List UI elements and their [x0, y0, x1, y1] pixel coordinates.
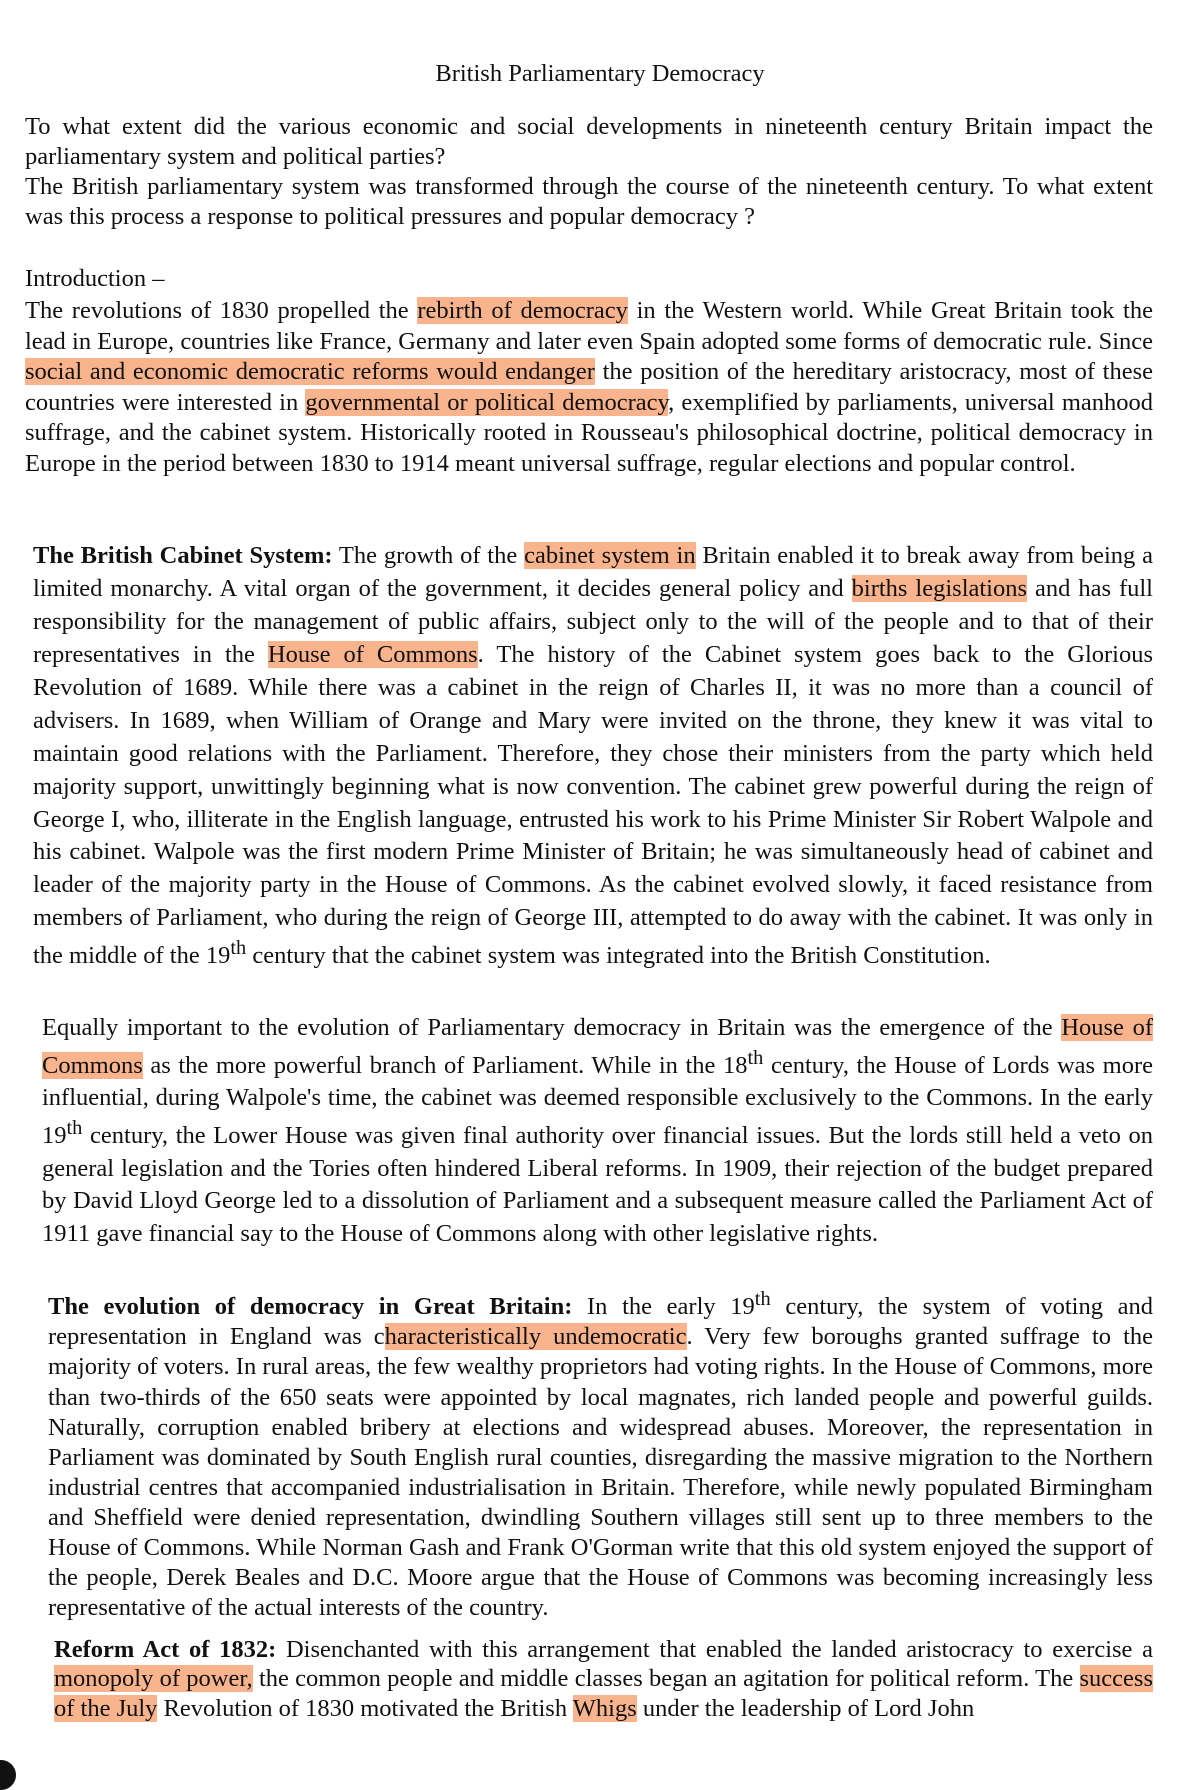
section-heading: The evolution of democracy in Great Britain: [48, 1293, 573, 1321]
section-heading: The British Cabinet System: [33, 542, 333, 569]
highlighted-text: haracteristically undemocratic [384, 1323, 687, 1351]
superscript: th [66, 1116, 83, 1139]
text-run: . The history of the Cabinet system goes back to the Glorious Revolution of 1689. While there was a cabinet in the reign of Charles II, it was no more than a council of advisers. In 1689, when William of Orange and Mary were invited on the throne, they knew it was vital to maintain good relations with the Parliament. Therefore, they chose their ministers from the party which held majority support, unwittingly beginning what is now convention. The cabinet grew powerful during the reign of George I, who, illiterate in the English language, entrusted his work to his Prime Minister Sir Robert Walpole and his cabinet. Walpole was the first modern Prime Minister of Britain; he was simultaneously head of cabinet and leader of the majority party in the House of Commons. As the cabinet evolved slowly, it faced resistance from members of Parliament, who during the reign of George III, attempted to do away with the cabinet. It was only in the middle of the 19 [33, 640, 1153, 970]
highlighted-text: success of the July [54, 1665, 1153, 1722]
cabinet-system-paragraph [33, 540, 1153, 973]
introduction-heading: Introduction – [25, 265, 165, 292]
highlighted-text: births legislations [851, 574, 1028, 602]
evolution-paragraph [48, 1287, 1153, 1624]
text-run: Britain enabled it to break away from being a limited monarchy. A vital organ of the government, it decides general policy and [33, 542, 1153, 602]
house-of-commons-paragraph [42, 1012, 1153, 1250]
text-run: century that the cabinet system was integrated into the British Constitution. [246, 942, 991, 970]
reform-act-paragraph [54, 1635, 1153, 1723]
superscript: th [230, 937, 247, 960]
introduction-paragraph [25, 296, 1153, 479]
text-run: Equally important to the evolution of Parliamentary democracy in Britain was the emergence of the [42, 1014, 1062, 1041]
text-run: Revolution of 1830 motivated the British [157, 1694, 573, 1722]
document-title: British Parliamentary Democracy [435, 60, 765, 87]
text-run: under the leadership of Lord John [636, 1694, 975, 1722]
text-run: . Very few boroughs granted suffrage to the majority of voters. In rural areas, the few wealthy proprietors had voting rights. In the House of Commons, more than two-thirds of the 650 seats were appointed by local magnates, rich landed people and powerful guilds. Naturally, corruption enabled bribery at elections and widespread abuses. Moreover, the representation in Parliament was dominated by South English rural counties, disregarding the massive migration to the Northern industrial centres that accompanied industrialisation in Britain. Therefore, while newly populated Birmingham and Sheffield were denied representation, dwindling Southern villages still sent up to three members to the House of Commons. While Norman Gash and Frank O'Gorman write that this old system enjoyed the support of the people, Derek Beales and D.C. Moore argue that the House of Commons was becoming increasingly less representative of the actual interests of the country. [48, 1323, 1154, 1622]
text-run: The growth of the [332, 542, 525, 569]
question-2: The British parliamentary system was transformed through the course of the nineteenth century. To what extent was this process a response to political pressures and popular democracy ? [25, 172, 1153, 230]
section-heading: Reform Act of 1832: [54, 1636, 277, 1663]
essay-questions [25, 112, 1153, 232]
text-run: and has full responsibility for the management of public affairs, subject only to the will of the people and to that of their representatives in the [33, 574, 1153, 668]
text-run: century, the system of voting and representation in England was c [48, 1293, 1153, 1351]
question-1: To what extent did the various economic and social developments in nineteenth century Britain impact the parliamentary system and political parties? [25, 113, 1153, 170]
highlighted-text: cabinet system in [524, 542, 696, 569]
text-run: Disenchanted with this arrangement that enabled the landed aristocracy to exercise a [276, 1636, 1153, 1663]
text-run: the common people and middle classes began an agitation for political reform. The [252, 1665, 1080, 1693]
text-run: the position of the hereditary aristocracy, most of these countries were interested in [25, 358, 1153, 416]
superscript: th [754, 1288, 771, 1310]
highlighted-text: social and economic democratic reforms would endanger [25, 358, 595, 385]
text-run: century, the Lower House was given final authority over financial issues. But the lords still held a veto on general legislation and the Tories often hindered Liberal reforms. In 1909, their rejection of the budget prepared by David Lloyd George led to a dissolution of Parliament and a subsequent measure called the Parliament Act of 1911 gave financial say to the House of Commons along with other legislative rights. [42, 1122, 1153, 1247]
highlighted-text: governmental or political democracy [305, 388, 669, 416]
highlighted-text: monopoly of power, [54, 1665, 253, 1693]
highlighted-text: House of Commons [42, 1014, 1153, 1079]
text-run: , exemplified by parliaments, universal manhood suffrage, and the cabinet system. Historically rooted in Rousseau's philosophical doctrine, political democracy in Europe in the period between 1830 to 1914 meant universal suffrage, regular elections and popular control. [25, 388, 1154, 477]
highlighted-text: rebirth of democracy [417, 297, 628, 324]
highlighted-text: Whigs [572, 1694, 637, 1722]
highlighted-text: House of Commons [267, 640, 478, 668]
text-run: In the early 19 [572, 1293, 755, 1321]
text-run: century, the House of Lords was more influential, during Walpole's time, the cabinet was deemed responsible exclusively to the Commons. In the early 19 [42, 1051, 1154, 1150]
text-run: in the Western world. While Great Britain took the lead in Europe, countries like France, Germany and later even Spain adopted some forms of democratic rule. Since [25, 297, 1153, 355]
superscript: th [747, 1046, 764, 1069]
text-run: The revolutions of 1830 propelled the [25, 297, 418, 324]
text-run: as the more powerful branch of Parliament. While in the 18 [142, 1051, 748, 1079]
